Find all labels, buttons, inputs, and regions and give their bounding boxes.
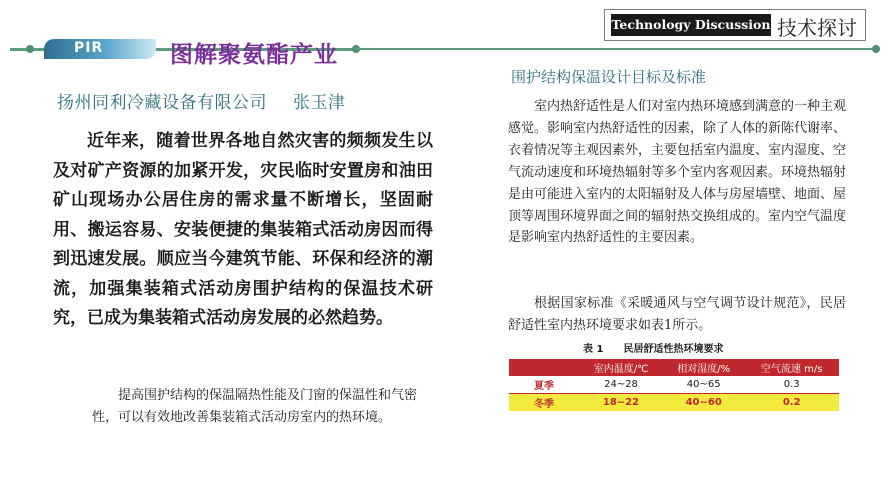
table-row xyxy=(509,376,839,394)
table-caption xyxy=(583,340,723,355)
table-cell: 18~22 xyxy=(579,394,663,412)
table-header-cell xyxy=(509,359,579,376)
pir-badge-text: PIR xyxy=(74,40,104,56)
intro-paragraph: 近年来，随着世界各地自然灾害的频频发生以及对矿产资源的加紧开发，灾民临时安置房和油田矿山现场办公居住房的需求量不断增长，坚固耐用、搬运容易、安装便捷的集装箱式活动房因而得到迅速发展。顺应当今建筑节能、环保和经济的潮流，加强集装箱式活动房围护结构的保温技术研究，已成为集装箱式活动房发展的必然趋势。 xyxy=(53,131,433,328)
table-cell: 40~65 xyxy=(663,376,744,394)
section-label-cn: 技术探讨 xyxy=(777,16,857,40)
table-cell: 0.2 xyxy=(744,394,839,412)
table-cell-season: 夏季 xyxy=(509,376,579,394)
table-cell: 0.3 xyxy=(744,376,839,394)
table-caption-text: 民居舒适性热环境要求 xyxy=(623,344,724,355)
table-cell-season: 冬季 xyxy=(509,394,579,412)
author-line xyxy=(57,88,346,113)
header-dot-end xyxy=(872,45,880,53)
table-header-row xyxy=(509,359,839,376)
table-row xyxy=(509,394,839,412)
table-header-cell: 相对湿度/% xyxy=(663,359,744,376)
author-company: 扬州同利冷藏设备有限公司 xyxy=(57,93,267,113)
table-cell: 24~28 xyxy=(579,376,663,394)
body-paragraph-2: 根据国家标准《采暖通风与空气调节设计规范》，民居舒适性室内热环境要求如表1所示。 xyxy=(508,296,846,333)
column-title: 图解聚氨酯产业 xyxy=(170,42,338,68)
header-rule-right xyxy=(356,48,876,50)
author-name: 张玉津 xyxy=(293,93,346,113)
section-label-box xyxy=(604,9,866,41)
thermal-requirements-table xyxy=(509,359,839,411)
highlight-note: 提高围护结构的保温隔热性能及门窗的保温性和气密性，可以有效地改善集装箱式活动房室内的热环境。 xyxy=(92,388,418,425)
table-header-cell: 室内温度/℃ xyxy=(579,359,663,376)
section-heading: 围护结构保温设计目标及标准 xyxy=(511,68,707,86)
table-number: 表 1 xyxy=(583,344,604,355)
pir-badge xyxy=(44,39,156,59)
body-paragraph-1: 室内热舒适性是人们对室内热环境感到满意的一种主观感觉。影响室内热舒适性的因素，除了人体的新陈代谢率、衣着情况等主观因素外，主要包括室内温度、室内湿度、空气流动速度和环境热辐射等多个室内客观因素。环境热辐射是由可能进入室内的太阳辐射及人体与房屋墙壁、地面、屋顶等周围环境界面之间的辐射热交换组成的。室内空气温度是影响室内热舒适性的主要因素。 xyxy=(508,99,847,246)
section-label-en: Technology Discussion xyxy=(611,14,771,36)
table-header-cell: 空气流速 m/s xyxy=(744,359,839,376)
header-dot-left xyxy=(26,45,34,53)
table-cell: 40~60 xyxy=(663,394,744,412)
